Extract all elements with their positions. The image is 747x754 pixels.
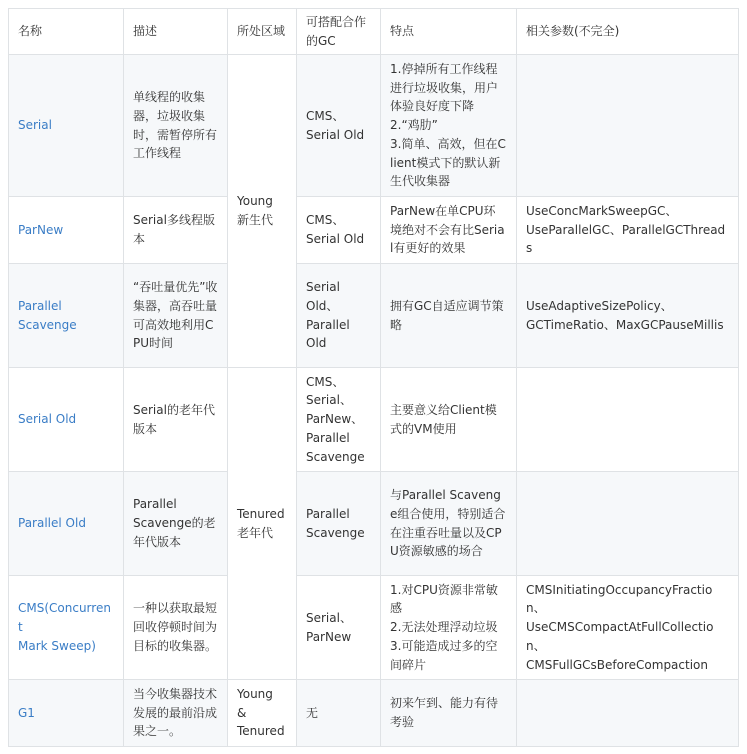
collector-features: 拥有GC自适应调节策略 — [381, 264, 517, 368]
collector-features: 与Parallel Scavenge组合使用，特别适合在注重吞吐量以及CPU资源敏感的场合 — [381, 472, 517, 576]
collector-params — [517, 55, 739, 197]
collector-features: ParNew在单CPU环境绝对不会有比Serial有更好的效果 — [381, 197, 517, 264]
header-features: 特点 — [381, 9, 517, 55]
collector-description: “吞吐量优先”收集器，高吞吐量可高效地利用CPU时间 — [124, 264, 228, 368]
collector-params: CMSInitiatingOccupancyFraction、 UseCMSCompactAtFullCollection、 CMSFullGCsBeforeCompaction — [517, 576, 739, 680]
collector-description: 当今收集器技术发展的最前沿成果之一。 — [124, 680, 228, 747]
collector-params — [517, 472, 739, 576]
collector-description: 一种以获取最短回收停顿时间为目标的收集器。 — [124, 576, 228, 680]
header-region: 所处区域 — [228, 9, 297, 55]
compatible-gc: Serial Old、 Parallel Old — [297, 264, 381, 368]
collector-features: 1.停掉所有工作线程进行垃圾收集，用户体验良好度下降 2.“鸡肋” 3.简单、高效，但在Client模式下的默认新生代收集器 — [381, 55, 517, 197]
gc-collectors-table — [8, 8, 739, 747]
compatible-gc: Serial、 ParNew — [297, 576, 381, 680]
table-row-parnew — [9, 197, 739, 264]
collector-params: UseAdaptiveSizePolicy、 GCTimeRatio、MaxGCPauseMillis — [517, 264, 739, 368]
header-compatible-gc: 可搭配合作的GC — [297, 9, 381, 55]
header-description: 描述 — [124, 9, 228, 55]
table-row-g1 — [9, 680, 739, 747]
compatible-gc: 无 — [297, 680, 381, 747]
region-young: Young 新生代 — [228, 55, 297, 368]
collector-features: 1.对CPU资源非常敏感 2.无法处理浮动垃圾 3.可能造成过多的空间碎片 — [381, 576, 517, 680]
collector-description: 单线程的收集器，垃圾收集时，需暂停所有工作线程 — [124, 55, 228, 197]
collector-name-link[interactable]: Serial Old — [9, 368, 124, 472]
collector-params — [517, 680, 739, 747]
table-row-parallel-scavenge — [9, 264, 739, 368]
collector-name-link[interactable]: ParNew — [9, 197, 124, 264]
collector-description: Serial的老年代版本 — [124, 368, 228, 472]
table-row-serial — [9, 55, 739, 197]
table-row-cms — [9, 576, 739, 680]
collector-name-link[interactable]: G1 — [9, 680, 124, 747]
collector-params — [517, 368, 739, 472]
table-row-parallel-old — [9, 472, 739, 576]
collector-description: Serial多线程版本 — [124, 197, 228, 264]
compatible-gc: CMS、 Serial Old — [297, 197, 381, 264]
compatible-gc: CMS、 Serial Old — [297, 55, 381, 197]
collector-name-link[interactable]: Parallel Scavenge — [9, 264, 124, 368]
compatible-gc: CMS、 Serial、 ParNew、 Parallel Scavenge — [297, 368, 381, 472]
collector-name-link[interactable]: CMS(Concurrent Mark Sweep) — [9, 576, 124, 680]
collector-name-link[interactable]: Serial — [9, 55, 124, 197]
header-name: 名称 — [9, 9, 124, 55]
header-params: 相关参数(不完全) — [517, 9, 739, 55]
collector-description: Parallel Scavenge的老年代版本 — [124, 472, 228, 576]
collector-params: UseConcMarkSweepGC、 UseParallelGC、ParallelGCThreads — [517, 197, 739, 264]
table-row-serial-old — [9, 368, 739, 472]
region-young-tenured: Young & Tenured — [228, 680, 297, 747]
region-tenured: Tenured 老年代 — [228, 368, 297, 680]
compatible-gc: Parallel Scavenge — [297, 472, 381, 576]
collector-name-link[interactable]: Parallel Old — [9, 472, 124, 576]
collector-features: 初来乍到、能力有待考验 — [381, 680, 517, 747]
collector-features: 主要意义给Client模式的VM使用 — [381, 368, 517, 472]
header-row — [9, 9, 739, 55]
